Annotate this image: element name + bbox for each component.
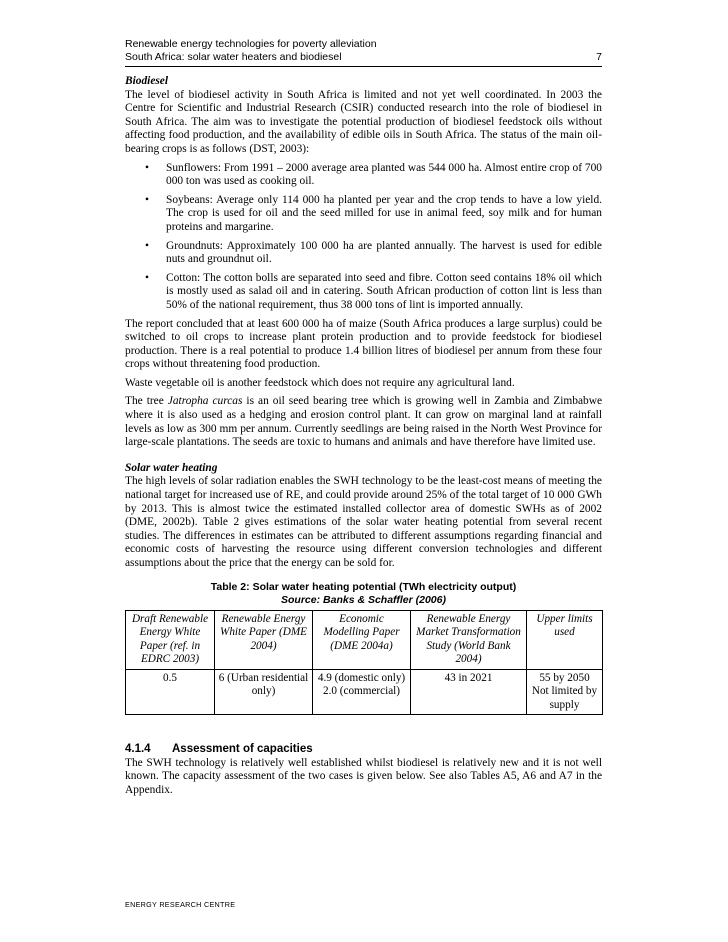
report-paragraph: The report concluded that at least 600 000 ha of maize (South Africa produces a large surplus) could be switched to oil crops to increase plant protein production and to provide feedstock for biodiesel production. There is a real potential to produce 1.4 billion litres of biodiesel per annum from these four crops without threatening food production. [125, 317, 602, 371]
solar-heading: Solar water heating [125, 461, 218, 474]
page-content [125, 38, 602, 802]
bullet-icon: • [145, 193, 149, 206]
table-title: Table 2: Solar water heating potential (TWh electricity output) [210, 580, 517, 593]
table-cell: 6 (Urban residential only) [215, 669, 313, 715]
table-caption [125, 581, 602, 607]
table-header-row [126, 610, 603, 669]
running-header [125, 38, 602, 64]
page-footer: ENERGY RESEARCH CENTRE [125, 900, 236, 909]
header-title: Renewable energy technologies for poverty alleviation [125, 38, 377, 50]
list-item: • Cotton: The cotton bolls are separated into seed and fibre. Cotton seed contains 18% oil which is mostly used as salad oil and in catering. South African production of cotton lint is less than 50% of the national requirement, thus 38 000 tons of lint is imported annually. [145, 271, 602, 311]
table-header-cell: Draft Renewable Energy White Paper (ref. in EDRC 2003) [126, 610, 215, 669]
bullet-icon: • [145, 239, 149, 252]
table-cell: 4.9 (domestic only) 2.0 (commercial) [313, 669, 411, 715]
table-header-cell: Renewable Energy Market Transformation Study (World Bank 2004) [411, 610, 527, 669]
table-cell: 0.5 [126, 669, 215, 715]
table-header-cell: Renewable Energy White Paper (DME 2004) [215, 610, 313, 669]
jatropha-paragraph: The tree Jatropha curcas is an oil seed bearing tree which is growing well in Zambia and Zimbabwe where it is also used as a hedging and erosion control plant. It can grow on marginal land at rainfall levels as low as 300 mm per annum. Currently seedlings are being raised in the North West Province for large-scale plantations. The seeds are toxic to humans and animals and have therefore have limited use. [125, 395, 603, 449]
bullet-icon: • [145, 271, 149, 284]
biodiesel-heading: Biodiesel [125, 75, 169, 87]
section-heading-4-1-4 [125, 743, 602, 757]
table-cell: 55 by 2050 Not limited by supply [527, 669, 603, 715]
section-title: Assessment of capacities [172, 743, 313, 756]
table-row [126, 669, 603, 715]
crop-list [125, 162, 602, 313]
table-cell: 43 in 2021 [411, 669, 527, 715]
list-item: • Groundnuts: Approximately 100 000 ha are planted annually. The harvest is used for edible nuts and groundnut oil. [145, 239, 602, 266]
species-name: Jatropha curcas [167, 395, 243, 408]
swh-potential-table [125, 610, 603, 716]
capacity-paragraph: The SWH technology is relatively well established whilst biodiesel is relatively new and it is not well known. The capacity assessment of the two cases is given below. See also Tables A5, A6 and A7 in the Appendix. [125, 756, 602, 796]
table-header-cell: Upper limits used [527, 610, 603, 669]
header-rule [125, 66, 602, 67]
table-source: Source: Banks & Schaffler (2006) [281, 593, 446, 606]
section-number: 4.1.4 [125, 743, 151, 756]
list-item: • Sunflowers: From 1991 – 2000 average area planted was 544 000 ha. Almost entire crop of 700 000 ton was used as cooking oil. [145, 161, 602, 188]
bullet-icon: • [145, 161, 149, 174]
solar-paragraph: The high levels of solar radiation enables the SWH technology to be the least-cost means of meeting the national target for increased use of RE, and could provide around 25% of the total target of 10 000 GWh by 2013. This is almost twice the estimated installed collector area of domestic SWHs as of 2002 (DME, 2002b). Table 2 gives estimations of the solar water heating potential from several recent studies. The differences in estimates can be attributed to different assumptions regarding financial and economic costs of harvesting the resource using different conversion technologies and different assumptions about the price that the energy can be sold for. [125, 475, 602, 569]
page-number: 7 [596, 51, 602, 63]
biodiesel-intro: The level of biodiesel activity in South Africa is limited and not yet well coordinated. In 2003 the Centre for Scientific and Industrial Research (CSIR) conducted research into the role of biodiesel in South Africa. The aim was to investigate the potential production of biodiesel feedstock oils without affecting food production, and the availability of edible oils in South Africa. The status of the main oil-bearing crops is as follows (DST, 2003): [125, 88, 602, 155]
table-header-cell: Economic Modelling Paper (DME 2004a) [313, 610, 411, 669]
waste-oil-paragraph: Waste vegetable oil is another feedstock which does not require any agricultural land. [125, 376, 515, 389]
header-subtitle: South Africa: solar water heaters and biodiesel [125, 51, 342, 63]
list-item: • Soybeans: Average only 114 000 ha planted per year and the crop tends to have a low yield. The crop is used for oil and the seed milled for use in animal feed, soy milk and for human proteins and margarine. [145, 193, 602, 233]
